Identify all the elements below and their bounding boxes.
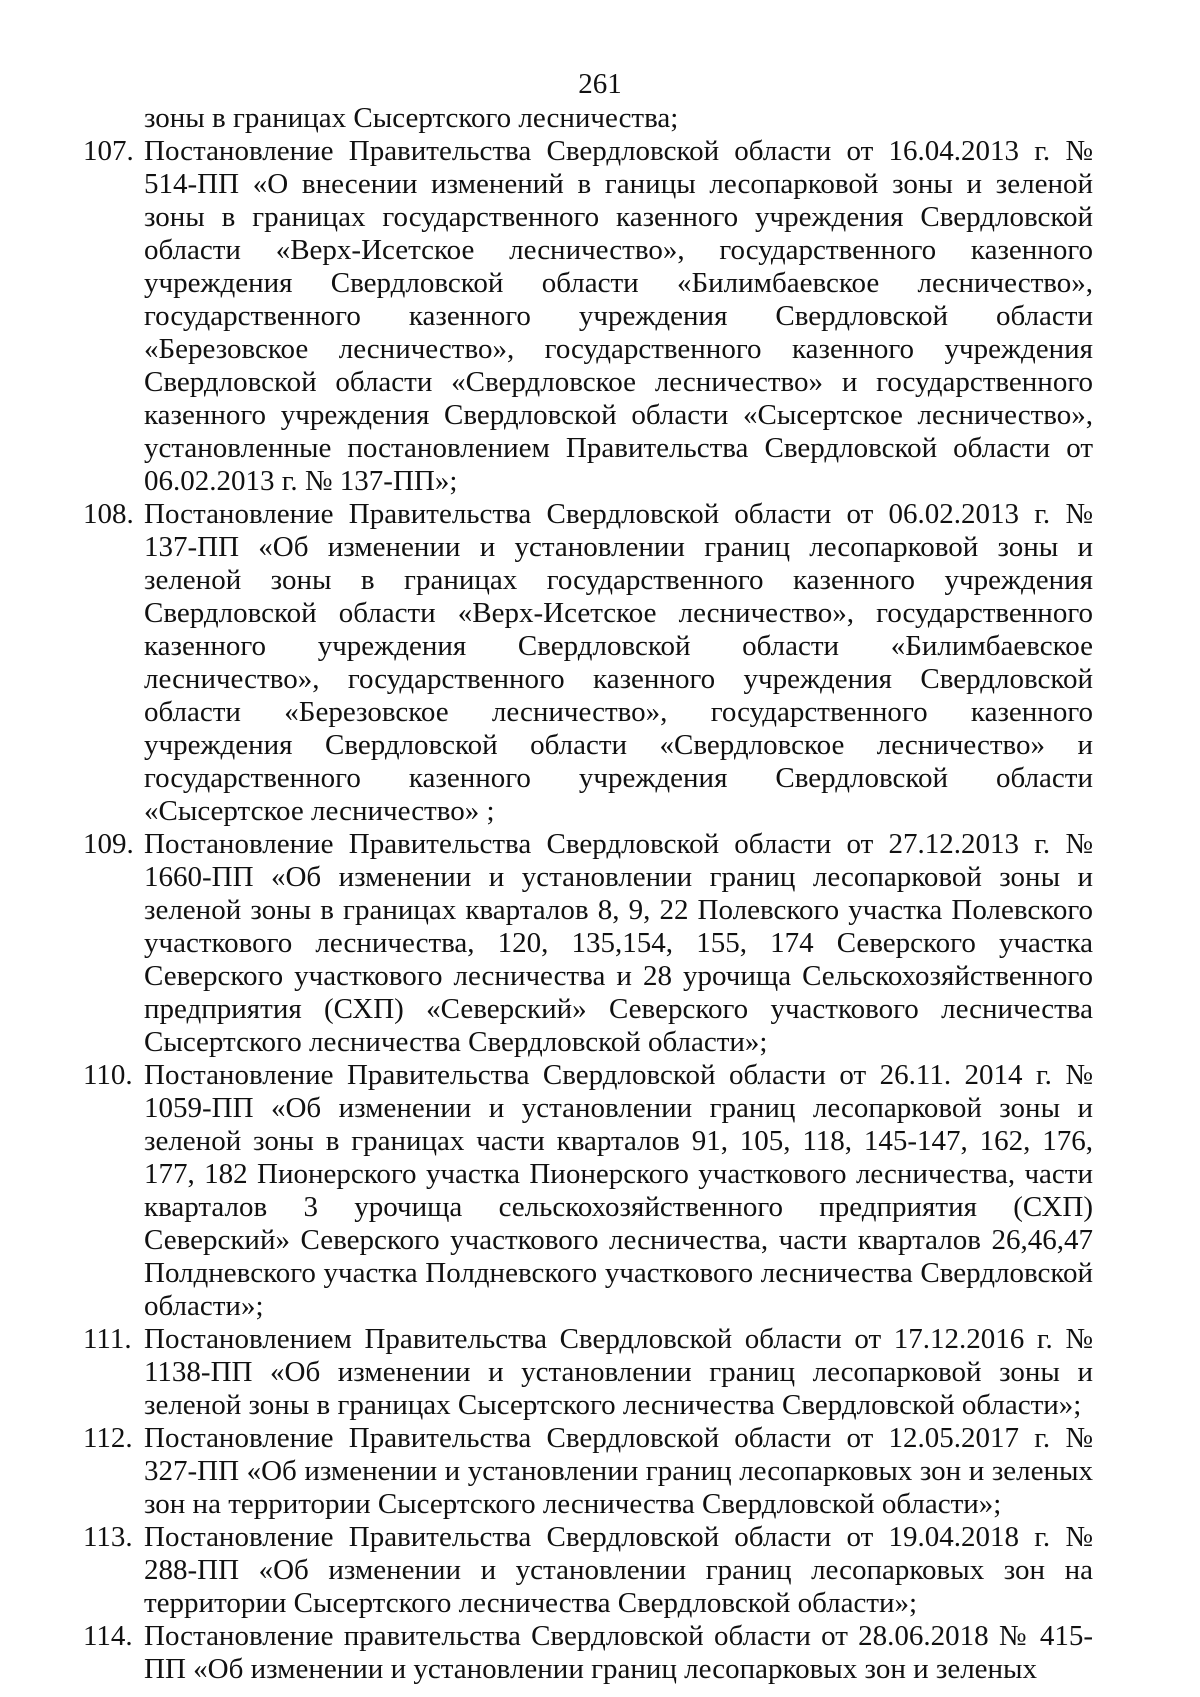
list-item (83, 1422, 1093, 1521)
item-number: 113. (83, 1521, 133, 1553)
list-item (83, 1059, 1093, 1323)
list-item (83, 1620, 1093, 1686)
item-number: 110. (83, 1059, 133, 1091)
item-text: Постановление Правительства Свердловской области от 12.05.2017 г. № 327-ПП «Об изменении и установлении границ лесопарковых зон и зеленых зон на территории Сысертского лесничества Свердловской области»; (144, 1422, 1093, 1520)
item-number: 114. (83, 1620, 133, 1652)
item-number: 107. (83, 135, 134, 167)
legal-acts-list (83, 102, 1093, 1686)
list-item (83, 135, 1093, 498)
item-text: Постановление Правительства Свердловской области от 26.11. 2014 г. № 1059-ПП «Об изменении и установлении границ лесопарковой зоны и зеленой зоны в границах части кварталов 91, 105, 118, 145-147, 162, 176, 177, 182 Пионерского участка Пионерского участкового лесничества, части кварталов 3 урочища сельскохозяйственного предприятия (СХП) Северский» Северского участкового лесничества, части кварталов 26,46,47 Полдневского участка Полдневского участкового лесничества Свердловской области»; (144, 1059, 1093, 1322)
item-text: Постановление правительства Свердловской области от 28.06.2018 № 415-ПП «Об изменении и установлении границ лесопарковых зон и зеленых (144, 1620, 1093, 1685)
item-text: Постановление Правительства Свердловской области от 27.12.2013 г. № 1660-ПП «Об изменении и установлении границ лесопарковой зоны и зеленой зоны в границах кварталов 8, 9, 22 Полевского участка Полевского участкового лесничества, 120, 135,154, 155, 174 Северского участка Северского участкового лесничества и 28 урочища Сельскохозяйственного предприятия (СХП) «Северский» Северского участкового лесничества Сысертского лесничества Свердловской области»; (144, 828, 1093, 1058)
list-item (83, 1521, 1093, 1620)
item-number: 112. (83, 1422, 133, 1454)
page-number: 261 (578, 68, 622, 100)
item-number: 108. (83, 498, 134, 530)
item-number: 109. (83, 828, 134, 860)
item-text: Постановление Правительства Свердловской области от 19.04.2018 г. № 288-ПП «Об изменении и установлении границ лесопарковых зон на территории Сысертского лесничества Свердловской области»; (144, 1521, 1093, 1619)
list-item (83, 828, 1093, 1059)
item-text: Постановление Правительства Свердловской области от 06.02.2013 г. № 137-ПП «Об изменении и установлении границ лесопарковой зоны и зеленой зоны в границах государственного казенного учреждения Свердловской области «Верх-Исетское лесничество», государственного казенного учреждения Свердловской области «Билимбаевское лесничество», государственного казенного учреждения Свердловской области «Березовское лесничество», государственного казенного учреждения Свердловской области «Свердловское лесничество» и государственного казенного учреждения Свердловской области «Сысертское лесничество» ; (144, 498, 1093, 827)
item-text: Постановлением Правительства Свердловской области от 17.12.2016 г. № 1138-ПП «Об изменении и установлении границ лесопарковой зоны и зеленой зоны в границах Сысертского лесничества Свердловской области»; (144, 1323, 1093, 1421)
item-text: Постановление Правительства Свердловской области от 16.04.2013 г. № 514-ПП «О внесении изменений в ганицы лесопарковой зоны и зеленой зоны в границах государственного казенного учреждения Свердловской области «Верх-Исетское лесничество», государственного казенного учреждения Свердловской области «Билимбаевское лесничество», государственного казенного учреждения Свердловской области «Березовское лесничество», государственного казенного учреждения Свердловской области «Свердловское лесничество» и государственного казенного учреждения Свердловской области «Сысертское лесничество», установленные постановлением Правительства Свердловской области от 06.02.2013 г. № 137-ПП»; (144, 135, 1093, 497)
list-item (83, 1323, 1093, 1422)
continuation-text: зоны в границах Сысертского лесничества; (144, 102, 679, 134)
item-number: 111. (83, 1323, 132, 1355)
list-item (83, 498, 1093, 828)
